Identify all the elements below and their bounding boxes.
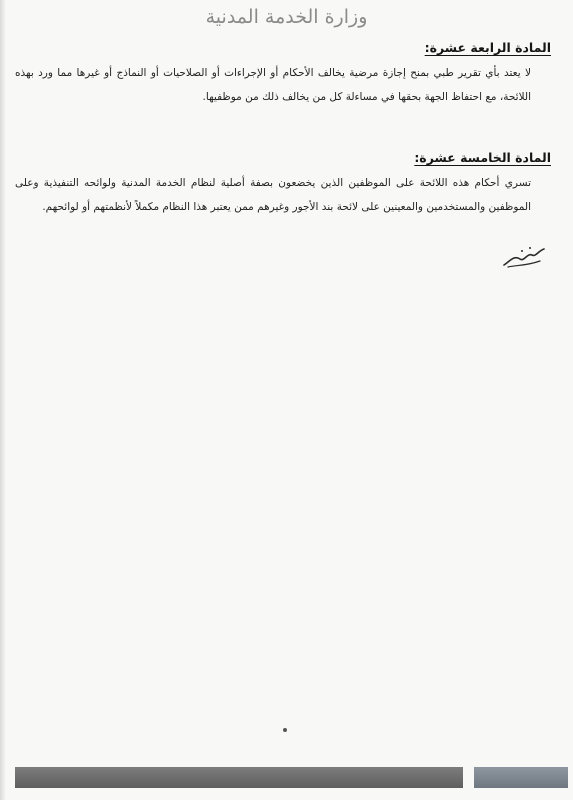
article-fifteen <box>15 150 555 219</box>
signature-icon <box>500 243 550 271</box>
footer-bar-main <box>15 767 463 788</box>
article-paragraph: تسري أحكام هذه اللائحة على الموظفين الذين يخضعون بصفة أصلية لنظام الخدمة المدنية ولوائحه التنفيذية وعلى الموظفين والمستخدمين والمعينين على لائحة بند الأجور وغيرهم ممن يعتبر هذا النظام مكملاً لأنظمتهم أو لوائحهم. <box>15 177 531 213</box>
article-fourteen <box>15 40 555 109</box>
page-header-title: وزارة الخدمة المدنية <box>205 6 368 28</box>
page-dot-icon <box>283 728 287 732</box>
article-heading: المادة الخامسة عشرة: <box>414 150 551 165</box>
article-heading: المادة الرابعة عشرة: <box>424 40 551 55</box>
article-paragraph: لا يعتد بأي تقرير طبي بمنح إجازة مرضية يخالف الأحكام أو الإجراءات أو الصلاحيات أو النماذج أو غيرها مما ورد بهذه اللائحة، مع احتفاظ الجهة بحقها في مساءلة كل من يخالف ذلك من موظفيها. <box>15 67 531 103</box>
footer-bar-side <box>474 767 568 788</box>
scan-edge-shadow <box>0 0 6 800</box>
